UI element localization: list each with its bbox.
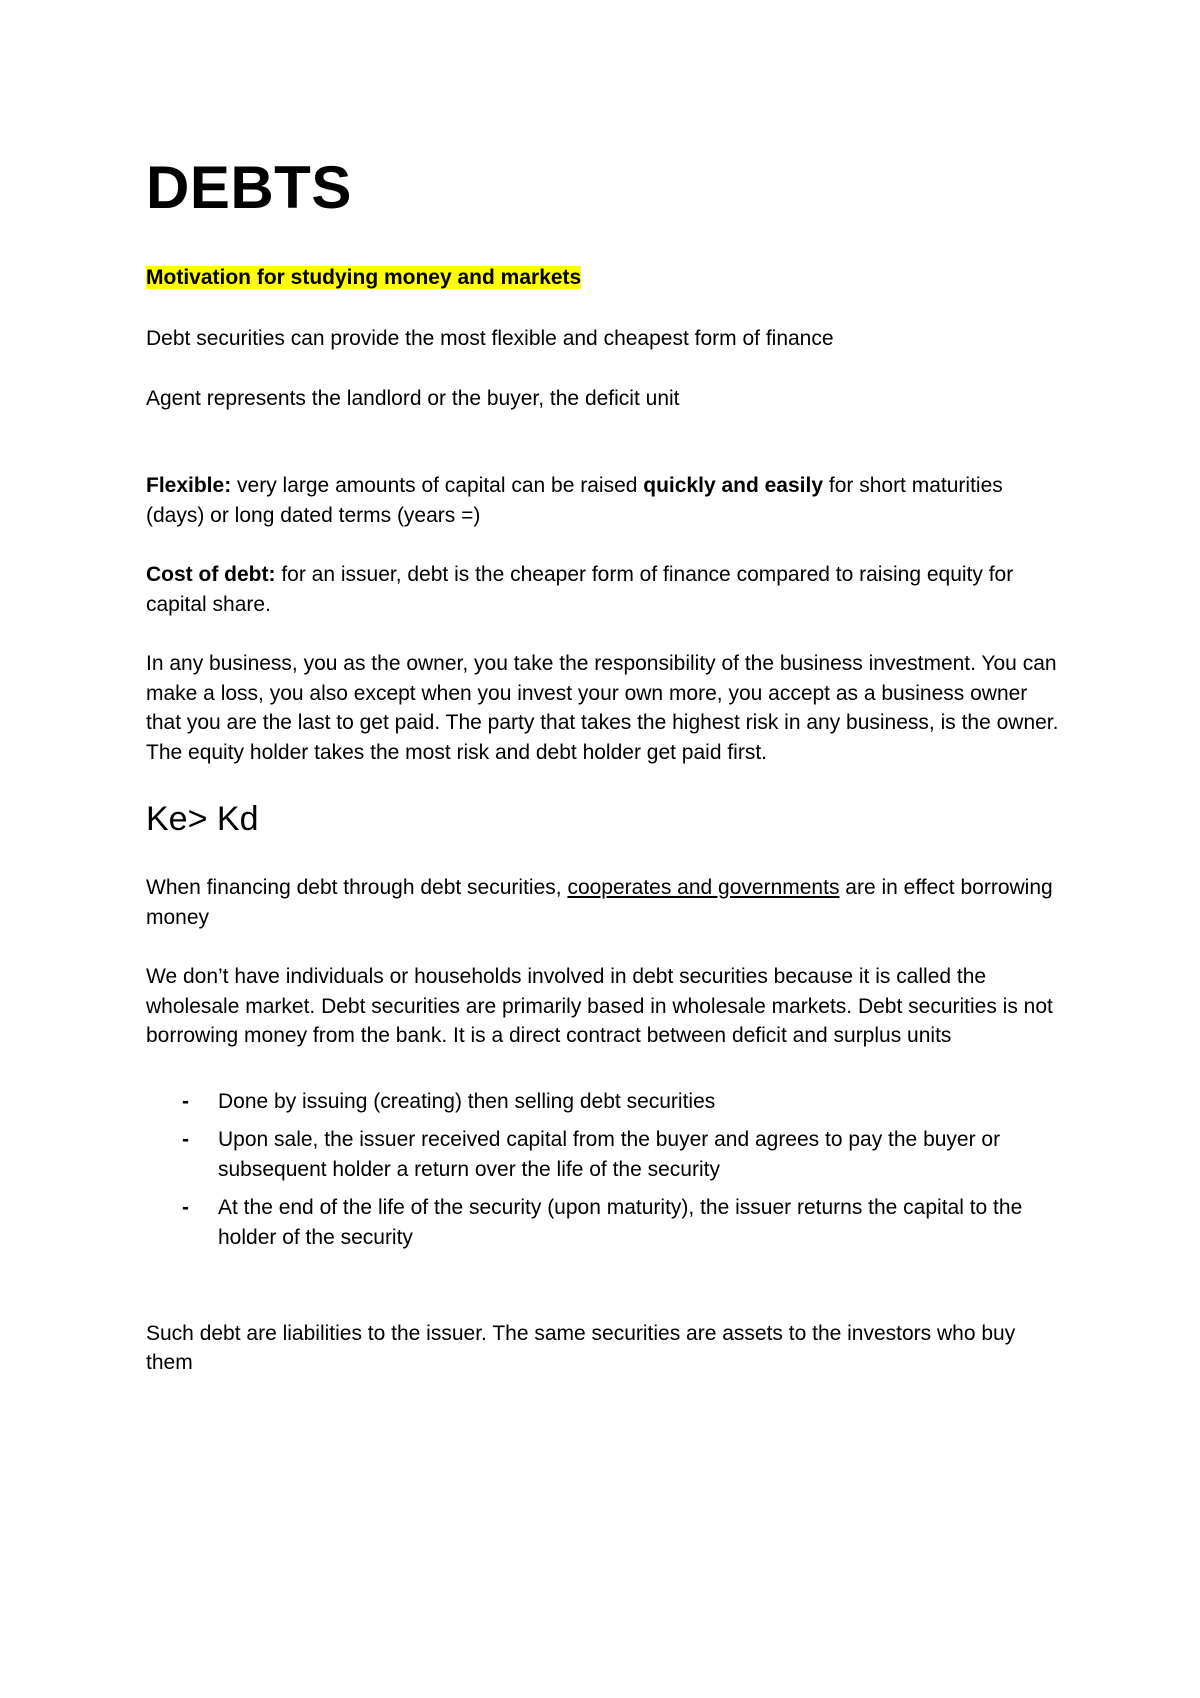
list-item-text: Upon sale, the issuer received capital from the buyer and agrees to pay the buyer or subsequent holder a return over the life of the security: [218, 1127, 1001, 1181]
flexible-text-b: for short maturities (days) or long dated terms (years =): [146, 474, 1003, 527]
list-item: [182, 1193, 1066, 1253]
cost-text: for an issuer, debt is the cheaper form of finance compared to raising equity for capital share.: [146, 563, 1014, 616]
financing-underlined: cooperates and governments: [567, 876, 840, 899]
paragraph-debt-securities: Debt securities can provide the most flexible and cheapest form of finance: [146, 327, 834, 350]
list-item: [182, 1087, 1066, 1117]
document-title: DEBTS: [146, 154, 352, 221]
paragraph-liabilities: Such debt are liabilities to the issuer. The same securities are assets to the investors who buy them: [146, 1321, 1016, 1374]
dash-bullet: -: [182, 1195, 189, 1219]
financing-text-b: are in effect borrowing money: [146, 876, 1053, 929]
flexible-label: Flexible:: [146, 474, 232, 497]
document-body: [146, 150, 1066, 1408]
flexible-bold: quickly and easily: [643, 474, 824, 497]
paragraph-agent: Agent represents the landlord or the buyer, the deficit unit: [146, 386, 680, 410]
list-item: [182, 1125, 1066, 1185]
paragraph-cost-of-debt: [146, 560, 1066, 619]
list-item-text: Done by issuing (creating) then selling debt securities: [218, 1089, 716, 1113]
subtitle-line: [146, 264, 1066, 292]
formula-ke-kd: Ke> Kd: [146, 800, 259, 838]
dash-bullet: -: [182, 1089, 189, 1113]
financing-text-a: When financing debt through debt securities,: [146, 876, 568, 899]
dash-bullet: -: [182, 1127, 189, 1151]
list-item-text: At the end of the life of the security (upon maturity), the issuer returns the capital to the holder of the security: [218, 1195, 1023, 1249]
cost-label: Cost of debt:: [146, 563, 276, 586]
highlighted-subtitle: Motivation for studying money and markets: [146, 266, 582, 289]
paragraph-wholesale: We don’t have individuals or households involved in debt securities because it is called the wholesale market. Debt securities are primarily based in wholesale markets. Debt securities is not borrowing money from the bank. It is a direct contract between deficit and surplus units: [146, 965, 1053, 1047]
bullet-list: [146, 1087, 1066, 1253]
paragraph-flexible: [146, 471, 1066, 530]
flexible-text-a: very large amounts of capital can be raised: [231, 474, 644, 497]
paragraph-financing: [146, 873, 1066, 932]
paragraph-business-owner: In any business, you as the owner, you take the responsibility of the business investment. You can make a loss, you also except when you invest your own more, you accept as a business owner that you are the last to get paid. The party that takes the highest risk in any business, is the owner. The equity holder takes the most risk and debt holder get paid first.: [146, 652, 1059, 764]
